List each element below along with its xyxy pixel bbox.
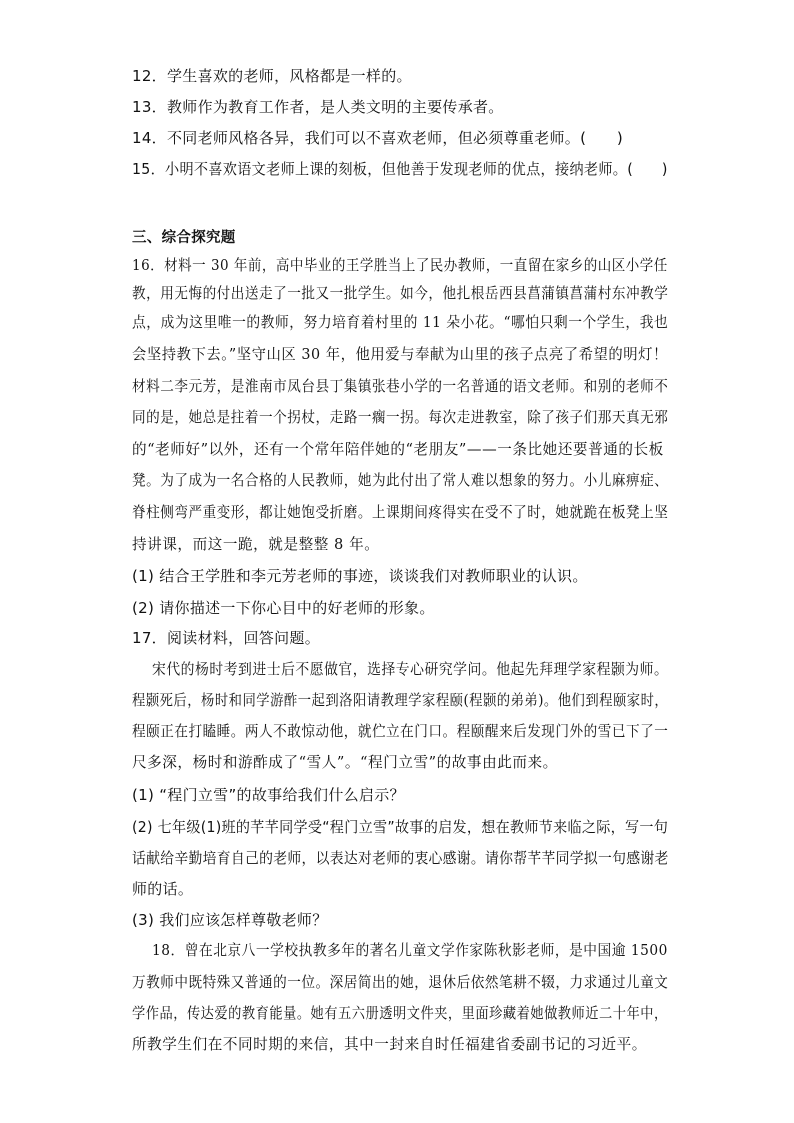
q17-material-line: 尺多深，杨时和游酢成了“雪人”。“程门立雪”的故事由此而来。 — [132, 754, 558, 771]
q16-material-line: 的“老师好”以外，还有一个常年陪伴她的“老朋友”——一条比她还要普通的长板 — [132, 441, 664, 458]
judge-question-13: 13．教师作为教育工作者，是人类文明的主要传承者。 — [132, 98, 504, 116]
judge-question-12: 12．学生喜欢的老师，风格都是一样的。 — [132, 67, 412, 85]
q18-material-line: 万教师中既特殊又普通的一位。深居简出的她，退休后依然笔耕不辍，力求通过儿童文 — [132, 974, 669, 991]
q18-material-line: 18．曾在北京八一学校执教多年的著名儿童文学作家陈秋影老师，是中国逾 1500 — [152, 942, 668, 959]
q17-title: 17．阅读材料，回答问题。 — [132, 629, 320, 647]
q17-subquestion-2-cont: 师的话。 — [132, 880, 194, 898]
q17-subquestion-2: (2) 七年级(1)班的芊芊同学受“程门立雪”故事的启发，想在教师节来临之际，写一句 — [132, 818, 669, 836]
q18-material-line: 所教学生们在不同时期的来信，其中一封来自时任福建省委副书记的习近平。 — [132, 1036, 647, 1053]
q16-subquestion-1: (1) 结合王学胜和李元芳老师的事迹，谈谈我们对教师职业的认识。 — [132, 567, 588, 585]
q18-material-line: 学作品，传达爱的教育能量。她有五六册透明文件夹，里面珍藏着她做教师近二十年中， — [132, 1005, 668, 1022]
q16-material-line: 凳。为了成为一名合格的人民教师，她为此付出了常人难以想象的努力。小儿麻痹症、 — [132, 472, 669, 489]
q17-material-line: 程颐正在打瞌睡。两人不敢惊动他，就伫立在门口。程颐醒来后发现门外的雪已下了一 — [132, 723, 669, 740]
q17-material-line: 程颢死后，杨时和同学游酢一起到洛阳请教理学家程颐(程颢的弟弟)。他们到程颐家时， — [132, 692, 669, 709]
judge-question-14: 14．不同老师风格各异，我们可以不喜欢老师，但必须尊重老师。( ) — [132, 129, 623, 147]
q16-material-line: 16．材料一 30 年前，高中毕业的王学胜当上了民办教师，一直留在家乡的山区小学任 — [132, 257, 668, 274]
q17-subquestion-2-cont: 话献给辛勤培育自己的老师，以表达对老师的衷心感谢。请你帮芊芊同学拟一句感谢老 — [132, 849, 669, 867]
q16-material-line: 点，成为这里唯一的教师，努力培育着村里的 11 朵小花。“哪怕只剩一个学生，我也 — [132, 314, 669, 331]
q17-subquestion-1: (1) “程门立雪”的故事给我们什么启示？ — [132, 786, 405, 804]
q17-material-line: 宋代的杨时考到进士后不愿做官，选择专心研究学问。他起先拜理学家程颢为师。 — [152, 661, 669, 678]
q16-material-line: 材料二李元芳，是淮南市凤台县丁集镇张巷小学的一名普通的语文老师。和别的老师不 — [132, 378, 669, 395]
q16-material-line: 教，用无悔的付出送走了一批又一批学生。如今，他扎根岳西县菖蒲镇菖蒲村东冲教学 — [132, 285, 669, 302]
q16-material-line: 会坚持教下去。”坚守山区 30 年，他用爱与奉献为山里的孩子点亮了希望的明灯！ — [132, 346, 668, 363]
section-title: 三、综合探究题 — [132, 230, 236, 246]
judge-question-15: 15．小明不喜欢语文老师上课的刻板，但他善于发现老师的优点，接纳老师。( ) — [132, 160, 668, 178]
q16-subquestion-2: (2) 请你描述一下你心目中的好老师的形象。 — [132, 599, 435, 617]
q16-material-line: 同的是，她总是拄着一个拐杖，走路一瘸一拐。每次走进教室，除了孩子们那天真无邪 — [132, 409, 669, 426]
q16-material-line: 持讲课，而这一跪，就是整整 8 年。 — [132, 536, 380, 553]
q17-subquestion-3: (3) 我们应该怎样尊敬老师？ — [132, 911, 328, 929]
q16-material-line: 脊柱侧弯严重变形，都让她饱受折磨。上课期间疼得实在受不了时，她就跪在板凳上坚 — [132, 504, 669, 521]
